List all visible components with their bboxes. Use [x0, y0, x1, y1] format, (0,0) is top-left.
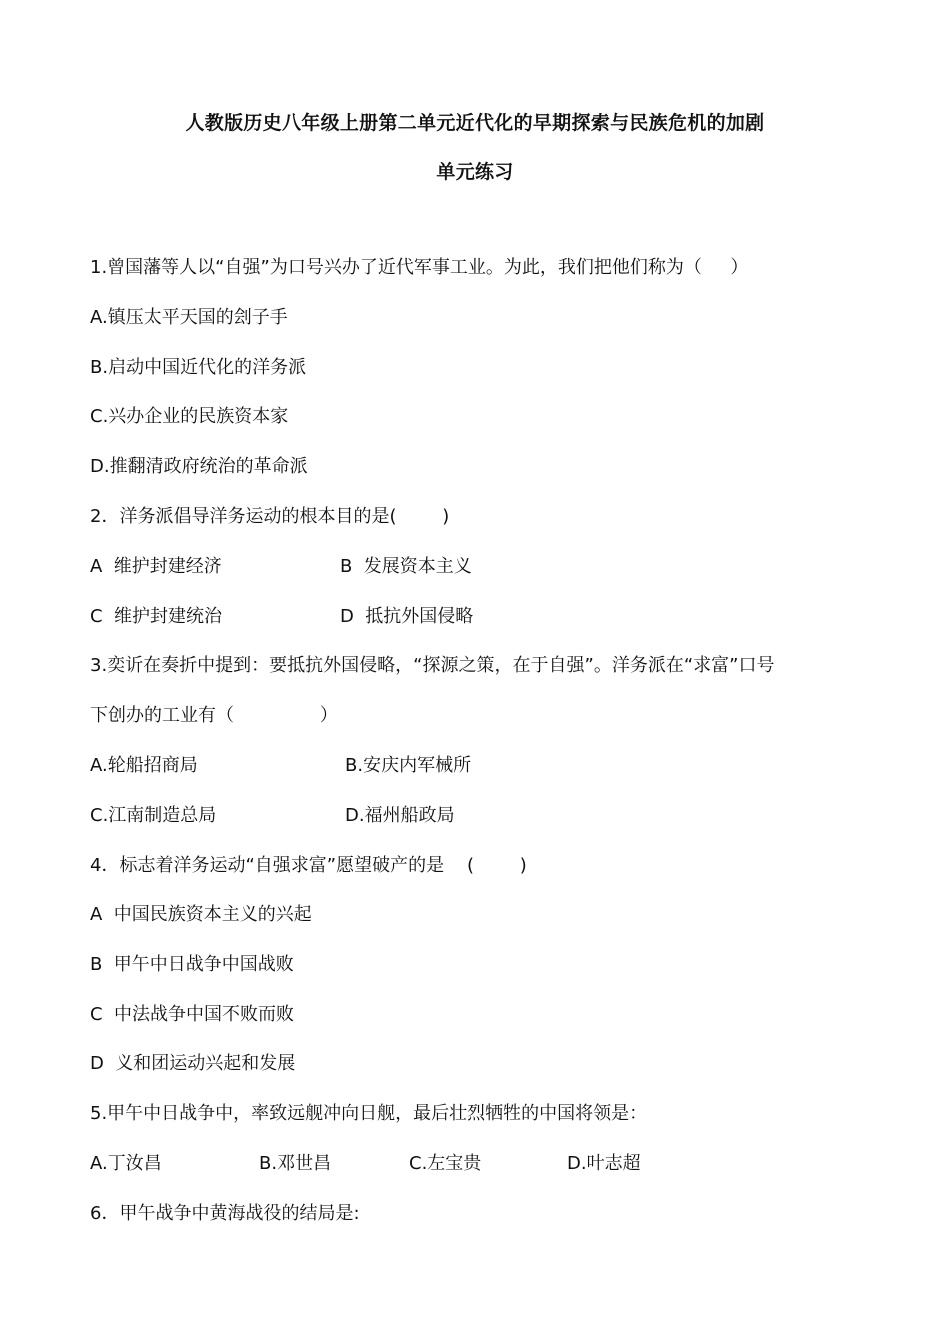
question-4-option-a: A 中国民族资本主义的兴起 — [90, 904, 312, 925]
question-6-stem: 6．甲午战争中黄海战役的结局是: — [90, 1203, 360, 1224]
question-2-option-b: B 发展资本主义 — [340, 556, 472, 577]
question-2-option-a: A 维护封建经济 — [90, 556, 222, 577]
question-1-stem: 1.曾国藩等人以“自强”为口号兴办了近代军事工业。为此，我们把他们称为（ ） — [90, 257, 749, 278]
question-1-option-d: D.推翻清政府统治的革命派 — [90, 456, 308, 477]
question-3-option-a: A.轮船招商局 — [90, 755, 198, 776]
question-3-stem-line-2: 下创办的工业有（ ） — [90, 705, 338, 726]
question-2-option-d: D 抵抗外国侵略 — [340, 606, 474, 627]
question-2-option-c: C 维护封建统治 — [90, 606, 223, 627]
question-3-stem-line-1: 3.奕䜣在奏折中提到：要抵抗外国侵略，“探源之策，在于自强”。洋务派在“求富”口号 — [90, 655, 775, 676]
question-4-option-b: B 甲午中日战争中国战败 — [90, 954, 294, 975]
document-title: 人教版历史八年级上册第二单元近代化的早期探索与民族危机的加剧 — [185, 112, 765, 134]
question-4-stem: 4．标志着洋务运动“自强求富”愿望破产的是 ( ) — [90, 855, 527, 876]
question-1-option-b: B.启动中国近代化的洋务派 — [90, 357, 307, 378]
question-2-stem: 2．洋务派倡导洋务运动的根本目的是( ) — [90, 506, 450, 527]
question-5-option-c: C.左宝贵 — [409, 1153, 482, 1174]
question-5-option-b: B.邓世昌 — [259, 1153, 332, 1174]
question-4-option-d: D 义和团运动兴起和发展 — [90, 1053, 296, 1074]
question-1-option-a: A.镇压太平天国的刽子手 — [90, 307, 288, 328]
question-4-option-c: C 中法战争中国不败而败 — [90, 1004, 295, 1025]
document-subtitle: 单元练习 — [436, 161, 514, 183]
question-5-stem: 5.甲午中日战争中，率致远舰冲向日舰，最后壮烈牺牲的中国将领是： — [90, 1103, 648, 1124]
question-5-option-d: D.叶志超 — [567, 1153, 641, 1174]
question-5-option-a: A.丁汝昌 — [90, 1153, 162, 1174]
question-3-option-c: C.江南制造总局 — [90, 805, 217, 826]
question-3-option-b: B.安庆内军械所 — [345, 755, 472, 776]
question-3-option-d: D.福州船政局 — [345, 805, 455, 826]
question-1-option-c: C.兴办企业的民族资本家 — [90, 406, 289, 427]
